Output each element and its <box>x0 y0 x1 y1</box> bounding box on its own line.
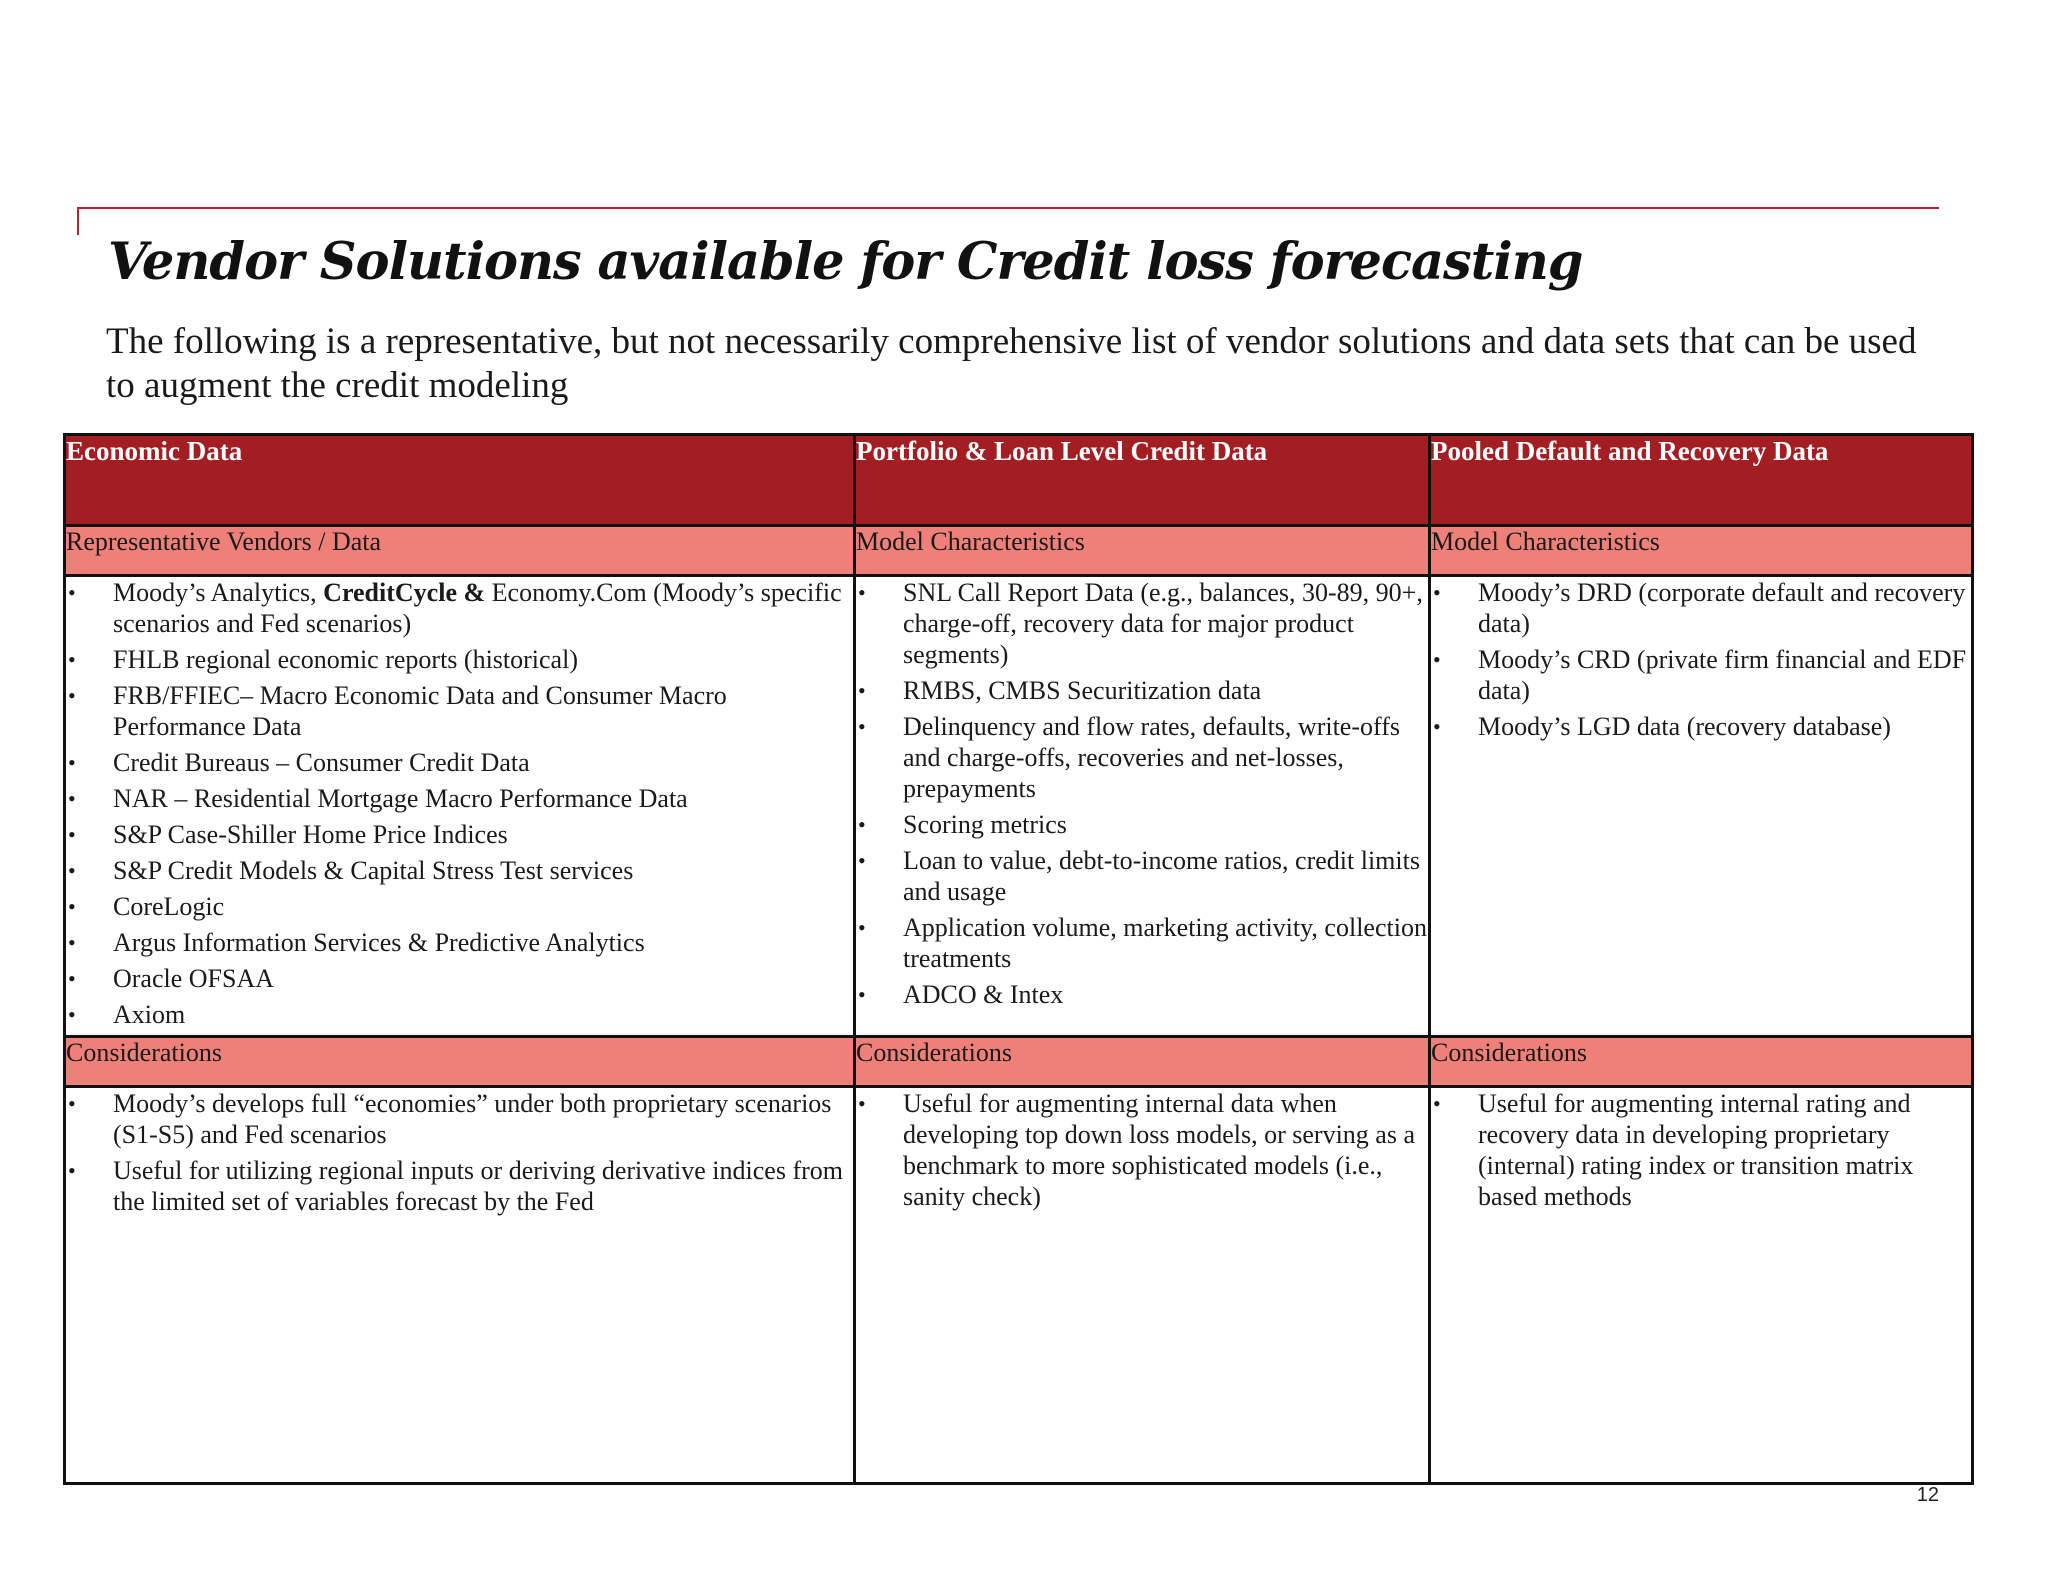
list-item-text: Economy.Com (Moody’s specific scenarios and Fed scenarios) <box>113 578 842 638</box>
list-item <box>856 979 1428 1010</box>
list-item <box>66 1088 853 1150</box>
list-item-text: Axiom <box>113 1000 186 1029</box>
list-item-text: Moody’s CRD (private firm financial and EDF data) <box>1478 645 1967 705</box>
column-header-portfolio-loan-data: Portfolio & Loan Level Credit Data <box>855 435 1430 526</box>
list-item <box>66 891 853 922</box>
list-item <box>856 809 1428 840</box>
list-item <box>856 912 1428 974</box>
pooled-default-characteristics-cell <box>1430 576 1973 1037</box>
list-item-text: Credit Bureaus – Consumer Credit Data <box>113 748 530 777</box>
page-title: Vendor Solutions available for Credit loss forecasting <box>108 232 1583 292</box>
list-item-text: Delinquency and flow rates, defaults, write-offs and charge-offs, recoveries and net-losses, prepayments <box>903 712 1400 803</box>
pooled-default-characteristics-list <box>1431 577 1971 742</box>
section2-content-row <box>65 1087 1973 1484</box>
list-item-text: Useful for utilizing regional inputs or deriving derivative indices from the limited set of variables forecast by the Fed <box>113 1156 843 1216</box>
bullet-icon: • <box>68 786 76 811</box>
list-item-text: Application volume, marketing activity, collection treatments <box>903 913 1427 973</box>
list-item <box>66 783 853 814</box>
list-item <box>66 747 853 778</box>
bullet-icon: • <box>68 1158 76 1183</box>
list-item-text: Argus Information Services & Predictive Analytics <box>113 928 645 957</box>
bullet-icon: • <box>68 1002 76 1027</box>
bullet-icon: • <box>858 580 866 605</box>
economic-data-vendor-list <box>66 577 853 1030</box>
bullet-icon: • <box>68 683 76 708</box>
bullet-icon: • <box>68 750 76 775</box>
section-label-model-characteristics: Model Characteristics <box>855 526 1430 576</box>
list-item-text: Useful for augmenting internal rating and recovery data in developing proprietary (internal) rating index or transition matrix based methods <box>1478 1089 1914 1211</box>
section-label-considerations: Considerations <box>65 1037 855 1087</box>
list-item-text: RMBS, CMBS Securitization data <box>903 676 1262 705</box>
list-item-text: Moody’s Analytics, <box>113 578 324 607</box>
vendor-solutions-table <box>63 433 1974 1485</box>
bullet-icon: • <box>68 930 76 955</box>
portfolio-loan-considerations-cell <box>855 1087 1430 1484</box>
list-item <box>66 644 853 675</box>
portfolio-loan-characteristics-list <box>856 577 1428 1010</box>
bullet-icon: • <box>68 1091 76 1116</box>
pooled-default-considerations-cell <box>1430 1087 1973 1484</box>
bullet-icon: • <box>858 714 866 739</box>
pooled-default-considerations-list <box>1431 1088 1971 1212</box>
bullet-icon: • <box>858 982 866 1007</box>
column-header-pooled-default-data: Pooled Default and Recovery Data <box>1430 435 1973 526</box>
bullet-icon: • <box>68 858 76 883</box>
list-item <box>66 927 853 958</box>
bullet-icon: • <box>858 812 866 837</box>
list-item <box>1431 644 1971 706</box>
list-item-text: Scoring metrics <box>903 810 1067 839</box>
bullet-icon: • <box>68 580 76 605</box>
column-header-economic-data: Economic Data <box>65 435 855 526</box>
section-label-considerations: Considerations <box>855 1037 1430 1087</box>
portfolio-loan-characteristics-cell <box>855 576 1430 1037</box>
list-item <box>66 680 853 742</box>
bullet-icon: • <box>68 822 76 847</box>
list-item <box>66 819 853 850</box>
list-item-text: Loan to value, debt-to-income ratios, credit limits and usage <box>903 846 1420 906</box>
list-item <box>66 963 853 994</box>
list-item-text: Moody’s DRD (corporate default and recovery data) <box>1478 578 1966 638</box>
economic-data-considerations-cell <box>65 1087 855 1484</box>
list-item <box>66 855 853 886</box>
economic-data-vendor-list-cell <box>65 576 855 1037</box>
bullet-icon: • <box>858 1091 866 1116</box>
section1-label-row <box>65 526 1973 576</box>
list-item <box>66 999 853 1030</box>
list-item <box>1431 577 1971 639</box>
list-item <box>856 675 1428 706</box>
list-item-text: NAR – Residential Mortgage Macro Performance Data <box>113 784 688 813</box>
section2-label-row <box>65 1037 1973 1087</box>
list-item-bold-text: CreditCycle & <box>323 578 486 607</box>
economic-data-considerations-list <box>66 1088 853 1217</box>
list-item-text: SNL Call Report Data (e.g., balances, 30-89, 90+, charge-off, recovery data for major product segments) <box>903 578 1423 669</box>
list-item-text: CoreLogic <box>113 892 225 921</box>
bullet-icon: • <box>1433 1091 1441 1116</box>
list-item-text: ADCO & Intex <box>903 980 1064 1009</box>
bullet-icon: • <box>1433 714 1441 739</box>
bullet-icon: • <box>1433 580 1441 605</box>
bullet-icon: • <box>858 678 866 703</box>
bullet-icon: • <box>1433 647 1441 672</box>
title-bracket-line <box>77 207 1939 235</box>
bullet-icon: • <box>858 848 866 873</box>
section-label-considerations: Considerations <box>1430 1037 1973 1087</box>
section1-content-row <box>65 576 1973 1037</box>
list-item <box>66 577 853 639</box>
list-item-text: S&P Credit Models & Capital Stress Test services <box>113 856 634 885</box>
list-item <box>1431 711 1971 742</box>
list-item-text: Moody’s develops full “economies” under both proprietary scenarios (S1-S5) and Fed scenarios <box>113 1089 832 1149</box>
list-item-text: FRB/FFIEC– Macro Economic Data and Consumer Macro Performance Data <box>113 681 727 741</box>
list-item-text: Oracle OFSAA <box>113 964 275 993</box>
bullet-icon: • <box>68 966 76 991</box>
page-number: 12 <box>1916 1484 1939 1506</box>
list-item <box>856 577 1428 670</box>
header-row <box>65 435 1973 526</box>
list-item-text: Moody’s LGD data (recovery database) <box>1478 712 1891 741</box>
bullet-icon: • <box>858 915 866 940</box>
list-item-text: FHLB regional economic reports (historical) <box>113 645 578 674</box>
section-label-vendors: Representative Vendors / Data <box>65 526 855 576</box>
bullet-icon: • <box>68 894 76 919</box>
bullet-icon: • <box>68 647 76 672</box>
list-item <box>66 1155 853 1217</box>
list-item-text: Useful for augmenting internal data when developing top down loss models, or serving as a benchmark to more sophisticated models (i.e., sanity check) <box>903 1089 1415 1211</box>
list-item <box>856 845 1428 907</box>
list-item-text: S&P Case-Shiller Home Price Indices <box>113 820 508 849</box>
list-item <box>1431 1088 1971 1212</box>
page-subtitle: The following is a representative, but not necessarily comprehensive list of vendor solutions and data sets that can be used to augment the credit modeling <box>106 321 1917 406</box>
list-item <box>856 711 1428 804</box>
list-item <box>856 1088 1428 1212</box>
portfolio-loan-considerations-list <box>856 1088 1428 1212</box>
section-label-model-characteristics: Model Characteristics <box>1430 526 1973 576</box>
